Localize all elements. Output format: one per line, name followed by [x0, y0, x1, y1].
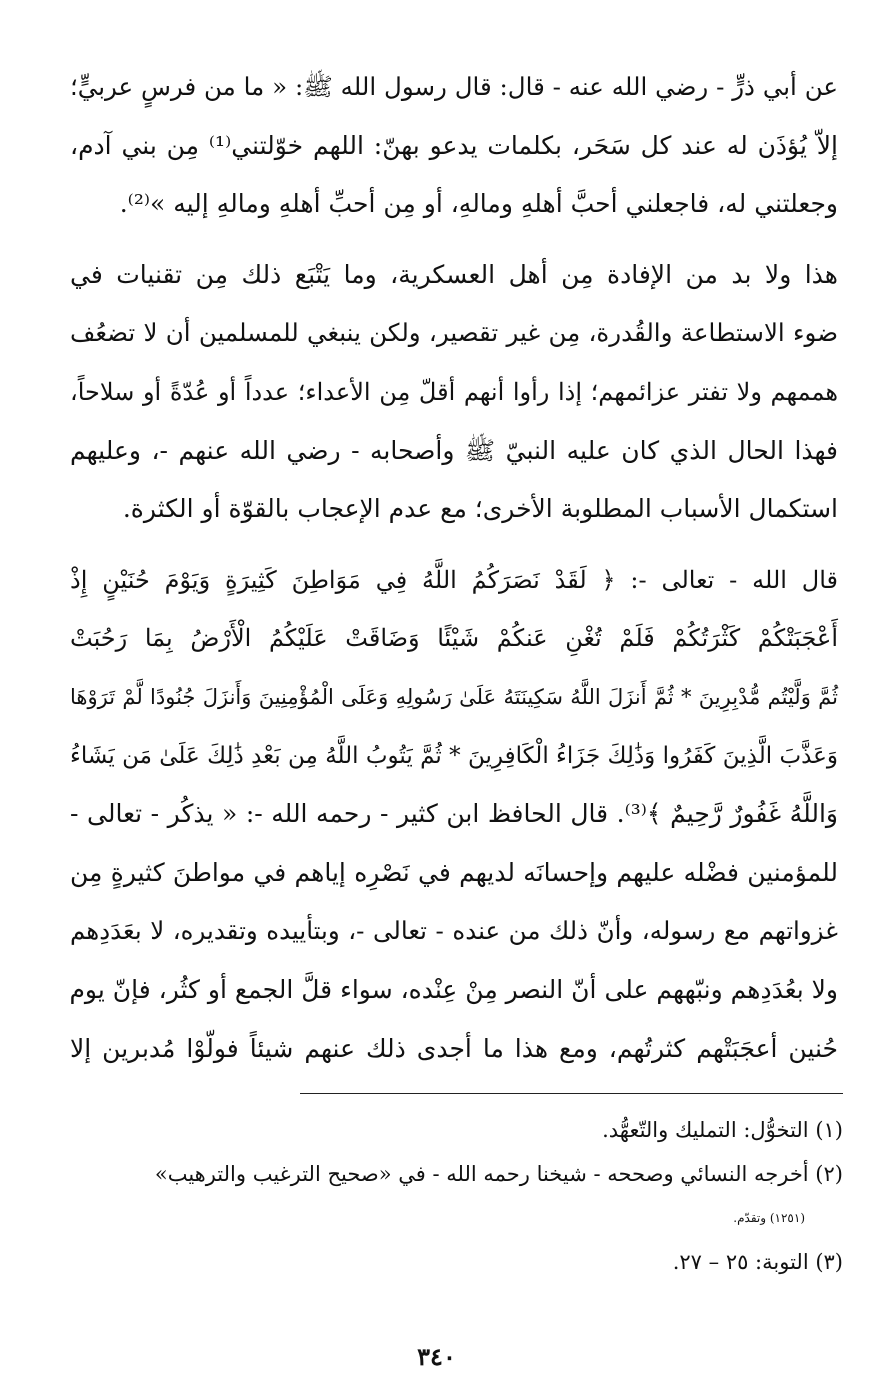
footnote-1: (١) التخوُّل: التمليك والتّعهُّد.	[602, 1118, 843, 1142]
text-line: فهذا الحال الذي كان عليه النبيّ ﷺ وأصحابه - رضي الله عنهم -، وعليهم	[70, 435, 838, 465]
paragraph-military	[70, 246, 838, 539]
footnote-divider	[300, 1093, 843, 1094]
text-line: استكمال الأسباب المطلوبة الأخرى؛ مع عدم الإعجاب بالقوّة أو الكثرة.	[122, 494, 838, 524]
text-line: قال الله - تعالى -: ﴿ لَقَدْ نَصَرَكُمُ اللَّهُ فِي مَوَاطِنَ كَثِيرَةٍ وَيَوْمَ حُنَيْنٍ إِذْ	[70, 565, 838, 594]
text-line: حُنين أعجَبَتْهم كثرتُهم، ومع هذا ما أجدى ذلك عنهم شيئاً فولّوْا مُدبرين إلا	[70, 1033, 838, 1063]
text-line: إلاّ يُؤذَن له عند كل سَحَر، بكلمات يدعو بهنّ: اللهم خوّلتني⁽¹⁾ مِن بني آدم،	[70, 130, 838, 160]
footnote-2: (٢) أخرجه النسائي وصححه - شيخنا رحمه الله - في «صحيح الترغيب والترهيب»	[154, 1162, 843, 1186]
text-line: ضوء الاستطاعة والقُدرة، مِن غير تقصير، ولكن ينبغي للمسلمين أن لا تضعُف	[70, 318, 838, 348]
paragraph-quran-tafsir	[70, 551, 838, 1078]
quran-verse-line: أَعْجَبَتْكُمْ كَثْرَتُكُمْ فَلَمْ تُغْنِ عَنكُمْ شَيْئًا وَضَاقَتْ عَلَيْكُمُ الْأَرْضُ بِمَا رَحُبَتْ	[70, 624, 838, 653]
text-line: هذا ولا بد من الإفادة مِن أهل العسكرية، وما يَتْبَع ذلك مِن تقنيات في	[70, 259, 838, 289]
text-line: ولا بعُدَدِهم ونبّههم على أنّ النصر مِنْ عِنْده، سواء قلَّ الجمع أو كثُر، فإنّ يوم	[69, 974, 838, 1004]
footnotes	[60, 1108, 843, 1284]
page-body	[70, 58, 838, 1090]
text-line: عن أبي ذرٍّ - رضي الله عنه - قال: قال رسول الله ﷺ: « ما من فرسٍ عربيٍّ؛	[70, 72, 838, 101]
text-line: للمؤمنين فضْله عليهم وإحسانَه لديهم في نَصْرِه إياهم في مواطنَ كثيرةٍ مِن	[70, 857, 838, 887]
text-line: غزواتهم مع رسوله، وأنّ ذلك من عنده - تعالى -، وبتأييده وتقديره، لا بعَدَدِهم	[70, 916, 838, 946]
quran-verse-line: ثُمَّ وَلَّيْتُم مُّدْبِرِينَ * ثُمَّ أَنزَلَ اللَّهُ سَكِينَتَهُ عَلَىٰ رَسُولِهِ وَعَلَى الْمُؤْمِنِينَ وَأَنزَلَ جُنُودًا لَّمْ تَرَوْهَا	[70, 684, 838, 709]
footnote-2-continued: (١٢٥١) وتقدّم.	[733, 1211, 805, 1225]
footnote-3: (٣) التوبة: ٢٥ – ٢٧.	[672, 1250, 843, 1274]
text-line: وَاللَّهُ غَفُورٌ رَّحِيمٌ ﴾⁽³⁾. قال الحافظ ابن كثير - رحمه الله -: « يذكُر - تعالى -	[70, 799, 838, 829]
text-line: هممهم ولا تفتر عزائمهم؛ إذا رأوا أنهم أقلّ مِن الأعداء؛ عدداً أو عُدّةً أو سلاحاً،	[70, 377, 838, 406]
page-number: ٣٤٠	[417, 1342, 456, 1371]
paragraph-hadith	[70, 58, 838, 234]
text-line: وجعلتني له، فاجعلني أحبَّ أهلهِ ومالهِ، أو مِن أحبِّ أهلهِ ومالهِ إليه »⁽²⁾.	[119, 189, 838, 219]
quran-verse-line: وَعَذَّبَ الَّذِينَ كَفَرُوا وَذَٰلِكَ جَزَاءُ الْكَافِرِينَ * ثُمَّ يَتُوبُ اللَّهُ مِن بَعْدِ ذَٰلِكَ عَلَىٰ مَن يَشَاءُ	[70, 742, 838, 769]
